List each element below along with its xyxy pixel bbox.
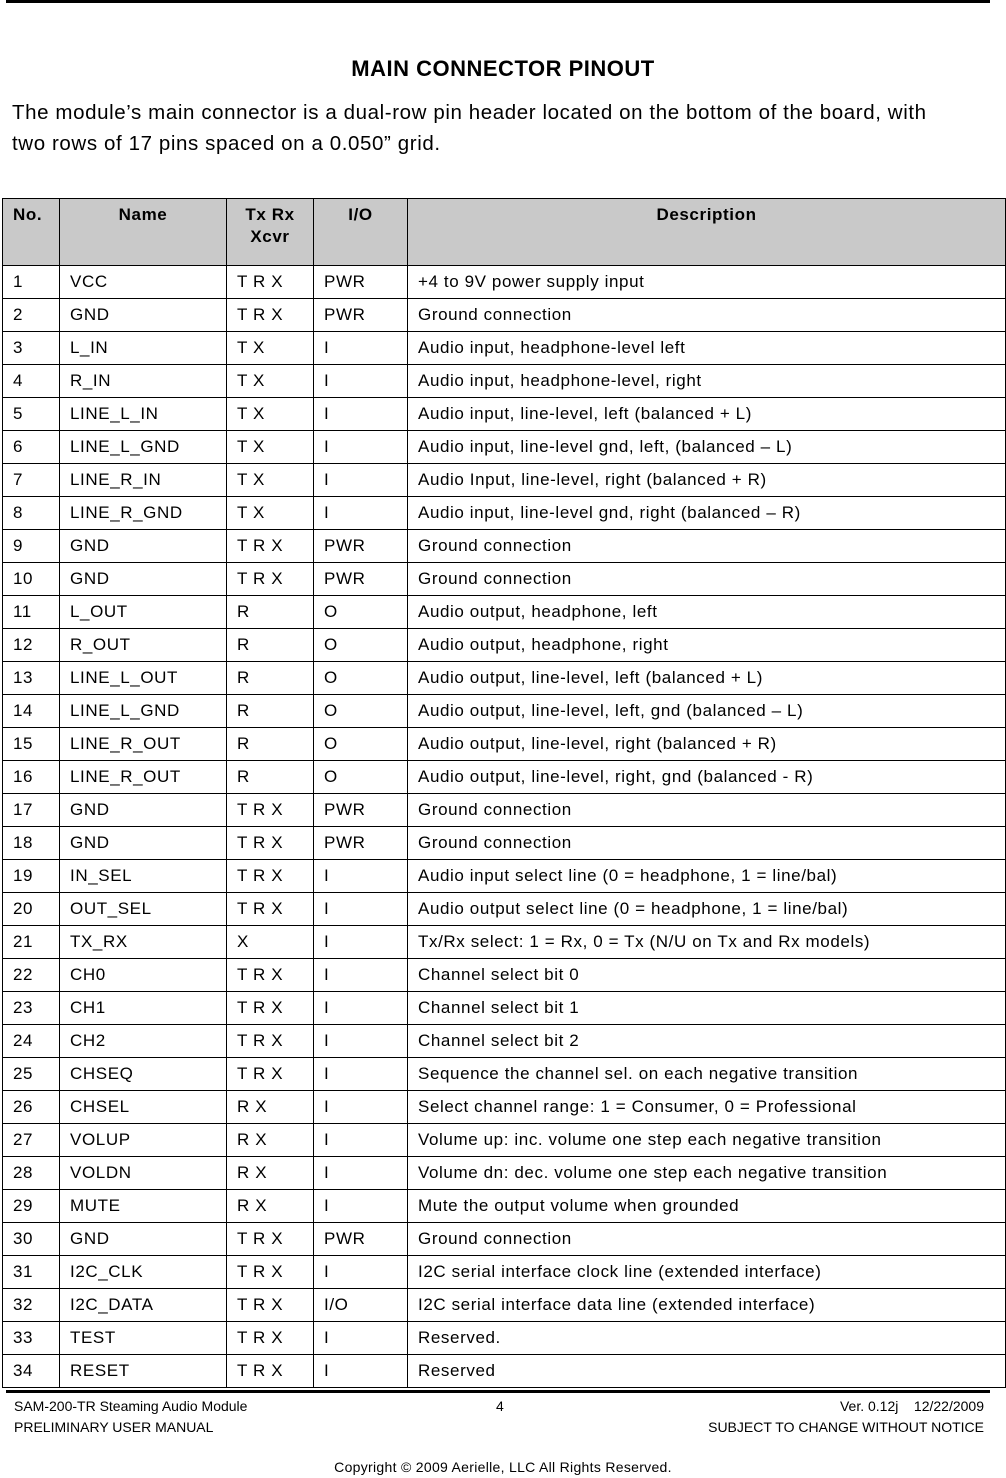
cell-io: I: [314, 1322, 408, 1355]
cell-name: RESET: [60, 1355, 227, 1388]
top-rule: [6, 0, 990, 3]
cell-name: GND: [60, 299, 227, 332]
pinout-table: [2, 198, 1006, 1388]
cell-name: GND: [60, 530, 227, 563]
cell-no: 9: [3, 530, 60, 563]
table-row: [3, 695, 1006, 728]
cell-name: LINE_L_GND: [60, 695, 227, 728]
cell-txrx: T R X: [227, 1289, 314, 1322]
cell-io: I: [314, 1157, 408, 1190]
cell-io: I: [314, 431, 408, 464]
cell-io: PWR: [314, 563, 408, 596]
cell-io: O: [314, 761, 408, 794]
cell-no: 4: [3, 365, 60, 398]
footer-page-number: 4: [496, 1398, 504, 1414]
cell-description: Audio output, line-level, left (balanced + L): [408, 662, 1006, 695]
table-row: [3, 827, 1006, 860]
cell-description: Audio input, headphone-level, right: [408, 365, 1006, 398]
table-row: [3, 629, 1006, 662]
table-row: [3, 1124, 1006, 1157]
cell-no: 19: [3, 860, 60, 893]
table-row: [3, 1190, 1006, 1223]
footer-rule: [6, 1390, 990, 1393]
cell-txrx: T X: [227, 398, 314, 431]
table-row: [3, 662, 1006, 695]
cell-no: 8: [3, 497, 60, 530]
cell-io: PWR: [314, 299, 408, 332]
cell-no: 17: [3, 794, 60, 827]
table-row: [3, 959, 1006, 992]
cell-description: I2C serial interface data line (extended interface): [408, 1289, 1006, 1322]
cell-io: O: [314, 596, 408, 629]
cell-description: +4 to 9V power supply input: [408, 266, 1006, 299]
cell-description: Audio output, line-level, right (balanced + R): [408, 728, 1006, 761]
cell-description: Ground connection: [408, 1223, 1006, 1256]
cell-name: LINE_R_IN: [60, 464, 227, 497]
cell-txrx: R: [227, 728, 314, 761]
cell-txrx: R: [227, 695, 314, 728]
cell-io: I: [314, 959, 408, 992]
cell-txrx: T R X: [227, 992, 314, 1025]
table-row: [3, 860, 1006, 893]
cell-description: Tx/Rx select: 1 = Rx, 0 = Tx (N/U on Tx and Rx models): [408, 926, 1006, 959]
cell-description: I2C serial interface clock line (extended interface): [408, 1256, 1006, 1289]
cell-io: I: [314, 1124, 408, 1157]
cell-description: Audio output select line (0 = headphone, 1 = line/bal): [408, 893, 1006, 926]
cell-description: Mute the output volume when grounded: [408, 1190, 1006, 1223]
cell-io: I: [314, 497, 408, 530]
cell-description: Audio output, line-level, left, gnd (balanced – L): [408, 695, 1006, 728]
cell-io: I: [314, 1256, 408, 1289]
cell-io: I: [314, 464, 408, 497]
cell-name: LINE_L_IN: [60, 398, 227, 431]
cell-no: 20: [3, 893, 60, 926]
cell-name: LINE_L_OUT: [60, 662, 227, 695]
cell-description: Reserved: [408, 1355, 1006, 1388]
table-row: [3, 1355, 1006, 1388]
cell-io: O: [314, 662, 408, 695]
cell-name: LINE_R_GND: [60, 497, 227, 530]
cell-no: 33: [3, 1322, 60, 1355]
cell-no: 12: [3, 629, 60, 662]
table-row: [3, 299, 1006, 332]
cell-no: 7: [3, 464, 60, 497]
cell-txrx: T R X: [227, 794, 314, 827]
cell-description: Reserved.: [408, 1322, 1006, 1355]
cell-no: 10: [3, 563, 60, 596]
header-txrx: [227, 199, 314, 266]
cell-txrx: T R X: [227, 266, 314, 299]
cell-name: CH1: [60, 992, 227, 1025]
cell-name: VCC: [60, 266, 227, 299]
cell-description: Select channel range: 1 = Consumer, 0 = Professional: [408, 1091, 1006, 1124]
cell-no: 3: [3, 332, 60, 365]
cell-txrx: R: [227, 662, 314, 695]
cell-txrx: T R X: [227, 893, 314, 926]
cell-io: I: [314, 893, 408, 926]
table-row: [3, 1322, 1006, 1355]
table-row: [3, 497, 1006, 530]
cell-description: Channel select bit 0: [408, 959, 1006, 992]
table-row: [3, 794, 1006, 827]
table-row: [3, 596, 1006, 629]
cell-name: GND: [60, 794, 227, 827]
cell-name: VOLUP: [60, 1124, 227, 1157]
cell-txrx: T R X: [227, 959, 314, 992]
cell-description: Volume dn: dec. volume one step each negative transition: [408, 1157, 1006, 1190]
table-header-row: [3, 199, 1006, 266]
table-row: [3, 1025, 1006, 1058]
cell-name: LINE_R_OUT: [60, 728, 227, 761]
cell-name: I2C_DATA: [60, 1289, 227, 1322]
cell-description: Ground connection: [408, 563, 1006, 596]
cell-name: CHSEQ: [60, 1058, 227, 1091]
cell-txrx: T X: [227, 332, 314, 365]
cell-no: 23: [3, 992, 60, 1025]
cell-name: GND: [60, 563, 227, 596]
cell-txrx: T R X: [227, 1355, 314, 1388]
cell-no: 11: [3, 596, 60, 629]
cell-io: I/O: [314, 1289, 408, 1322]
table-row: [3, 992, 1006, 1025]
cell-no: 21: [3, 926, 60, 959]
cell-txrx: T R X: [227, 563, 314, 596]
cell-no: 31: [3, 1256, 60, 1289]
cell-name: TEST: [60, 1322, 227, 1355]
cell-name: R_OUT: [60, 629, 227, 662]
cell-txrx: T R X: [227, 860, 314, 893]
cell-io: O: [314, 728, 408, 761]
cell-no: 34: [3, 1355, 60, 1388]
cell-io: PWR: [314, 266, 408, 299]
cell-no: 13: [3, 662, 60, 695]
table-row: [3, 431, 1006, 464]
cell-txrx: R: [227, 629, 314, 662]
cell-description: Audio output, line-level, right, gnd (balanced - R): [408, 761, 1006, 794]
table-row: [3, 464, 1006, 497]
cell-description: Audio input, headphone-level left: [408, 332, 1006, 365]
cell-description: Audio input, line-level, left (balanced + L): [408, 398, 1006, 431]
cell-txrx: T R X: [227, 1223, 314, 1256]
intro-paragraph: The module’s main connector is a dual-row pin header located on the bottom of the board, with two rows of 17 pins spaced on a 0.050” grid.: [12, 101, 927, 155]
cell-description: Ground connection: [408, 530, 1006, 563]
cell-txrx: T R X: [227, 1025, 314, 1058]
cell-txrx: T R X: [227, 827, 314, 860]
cell-no: 15: [3, 728, 60, 761]
cell-name: LINE_R_OUT: [60, 761, 227, 794]
cell-no: 18: [3, 827, 60, 860]
header-no: No.: [3, 199, 60, 266]
cell-description: Sequence the channel sel. on each negative transition: [408, 1058, 1006, 1091]
cell-txrx: T R X: [227, 1058, 314, 1091]
cell-io: I: [314, 365, 408, 398]
cell-no: 5: [3, 398, 60, 431]
cell-no: 27: [3, 1124, 60, 1157]
cell-io: I: [314, 926, 408, 959]
header-name: Name: [60, 199, 227, 266]
cell-name: CH0: [60, 959, 227, 992]
cell-io: PWR: [314, 827, 408, 860]
cell-description: Ground connection: [408, 299, 1006, 332]
footer-notice: SUBJECT TO CHANGE WITHOUT NOTICE: [708, 1419, 984, 1435]
footer-manual-label: PRELIMINARY USER MANUAL: [14, 1419, 214, 1435]
cell-name: CHSEL: [60, 1091, 227, 1124]
cell-name: CH2: [60, 1025, 227, 1058]
cell-io: I: [314, 1091, 408, 1124]
cell-txrx: R X: [227, 1157, 314, 1190]
cell-name: IN_SEL: [60, 860, 227, 893]
cell-description: Audio input, line-level gnd, left, (balanced – L): [408, 431, 1006, 464]
cell-description: Ground connection: [408, 794, 1006, 827]
cell-no: 14: [3, 695, 60, 728]
cell-io: I: [314, 992, 408, 1025]
cell-no: 24: [3, 1025, 60, 1058]
cell-txrx: X: [227, 926, 314, 959]
cell-description: Ground connection: [408, 827, 1006, 860]
cell-txrx: R X: [227, 1124, 314, 1157]
table-row: [3, 926, 1006, 959]
cell-name: GND: [60, 827, 227, 860]
cell-txrx: T X: [227, 464, 314, 497]
cell-no: 22: [3, 959, 60, 992]
cell-no: 16: [3, 761, 60, 794]
table-row: [3, 530, 1006, 563]
cell-no: 29: [3, 1190, 60, 1223]
cell-io: I: [314, 398, 408, 431]
cell-name: R_IN: [60, 365, 227, 398]
header-io: I/O: [314, 199, 408, 266]
cell-no: 26: [3, 1091, 60, 1124]
footer-copyright: Copyright © 2009 Aerielle, LLC All Rights Reserved.: [334, 1459, 672, 1475]
cell-description: Audio output, headphone, left: [408, 596, 1006, 629]
table-row: [3, 365, 1006, 398]
cell-txrx: T R X: [227, 1322, 314, 1355]
table-row: [3, 266, 1006, 299]
cell-io: I: [314, 1355, 408, 1388]
cell-name: L_OUT: [60, 596, 227, 629]
cell-io: PWR: [314, 794, 408, 827]
cell-name: I2C_CLK: [60, 1256, 227, 1289]
cell-txrx: R: [227, 596, 314, 629]
cell-txrx: T X: [227, 365, 314, 398]
page-title: MAIN CONNECTOR PINOUT: [351, 56, 655, 81]
table-row: [3, 1223, 1006, 1256]
cell-no: 25: [3, 1058, 60, 1091]
table-row: [3, 563, 1006, 596]
cell-txrx: T X: [227, 431, 314, 464]
table-row: [3, 1289, 1006, 1322]
cell-no: 28: [3, 1157, 60, 1190]
cell-description: Audio input, line-level gnd, right (balanced – R): [408, 497, 1006, 530]
cell-description: Audio Input, line-level, right (balanced + R): [408, 464, 1006, 497]
cell-io: I: [314, 1058, 408, 1091]
cell-name: GND: [60, 1223, 227, 1256]
cell-description: Volume up: inc. volume one step each negative transition: [408, 1124, 1006, 1157]
table-row: [3, 1058, 1006, 1091]
cell-no: 2: [3, 299, 60, 332]
cell-txrx: R X: [227, 1190, 314, 1223]
table-row: [3, 1256, 1006, 1289]
cell-name: OUT_SEL: [60, 893, 227, 926]
cell-txrx: R: [227, 761, 314, 794]
cell-description: Audio input select line (0 = headphone, 1 = line/bal): [408, 860, 1006, 893]
cell-name: L_IN: [60, 332, 227, 365]
footer-doc-title: SAM-200-TR Steaming Audio Module: [14, 1398, 248, 1414]
table-row: [3, 398, 1006, 431]
table-row: [3, 332, 1006, 365]
table-row: [3, 728, 1006, 761]
table-row: [3, 761, 1006, 794]
table-row: [3, 893, 1006, 926]
cell-name: MUTE: [60, 1190, 227, 1223]
table-row: [3, 1157, 1006, 1190]
cell-io: I: [314, 1190, 408, 1223]
header-txrx-line2: Xcvr: [250, 227, 290, 246]
table-row: [3, 1091, 1006, 1124]
cell-txrx: R X: [227, 1091, 314, 1124]
cell-io: PWR: [314, 1223, 408, 1256]
cell-io: I: [314, 1025, 408, 1058]
cell-name: VOLDN: [60, 1157, 227, 1190]
cell-io: O: [314, 629, 408, 662]
cell-name: TX_RX: [60, 926, 227, 959]
cell-txrx: T R X: [227, 1256, 314, 1289]
cell-txrx: T R X: [227, 530, 314, 563]
cell-description: Audio output, headphone, right: [408, 629, 1006, 662]
cell-no: 6: [3, 431, 60, 464]
cell-no: 30: [3, 1223, 60, 1256]
cell-description: Channel select bit 2: [408, 1025, 1006, 1058]
cell-name: LINE_L_GND: [60, 431, 227, 464]
cell-io: PWR: [314, 530, 408, 563]
cell-no: 1: [3, 266, 60, 299]
cell-io: I: [314, 332, 408, 365]
cell-io: I: [314, 860, 408, 893]
footer-version: Ver. 0.12j 12/22/2009: [839, 1398, 984, 1414]
cell-txrx: T R X: [227, 299, 314, 332]
cell-txrx: T X: [227, 497, 314, 530]
cell-io: O: [314, 695, 408, 728]
cell-description: Channel select bit 1: [408, 992, 1006, 1025]
header-txrx-line1: Tx Rx: [245, 205, 295, 224]
header-description: Description: [408, 199, 1006, 266]
cell-no: 32: [3, 1289, 60, 1322]
